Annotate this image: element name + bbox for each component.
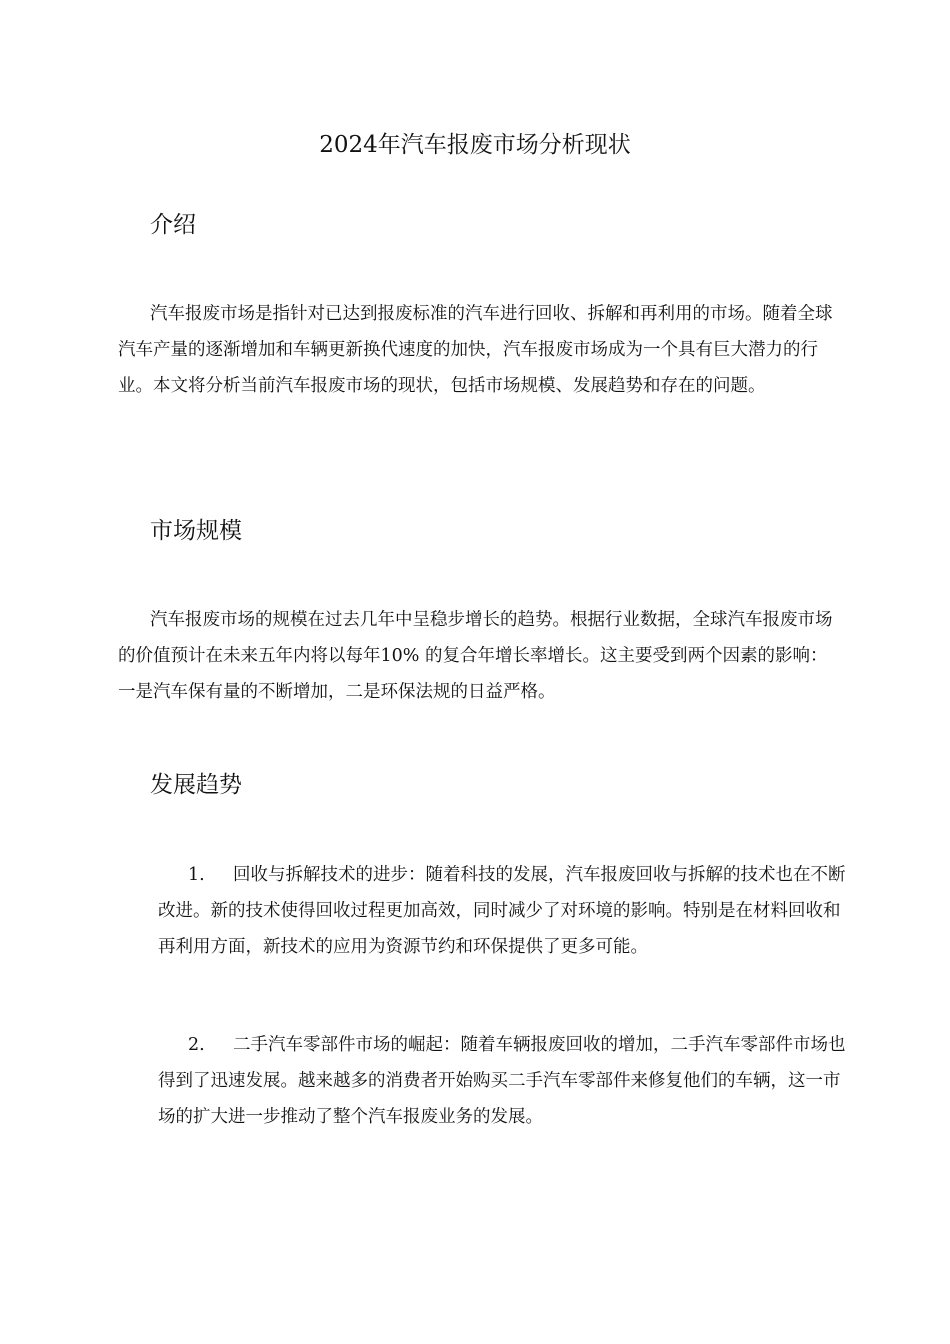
section-heading-intro: 介绍	[150, 212, 196, 238]
section-heading-market-size: 市场规模	[150, 518, 242, 544]
list-item-number: 1.	[188, 865, 205, 885]
section-paragraph-intro: 汽车报废市场是指针对已达到报废标准的汽车进行回收、拆解和再利用的市场。随着全球汽车产量的逐渐增加和车辆更新换代速度的加快，汽车报废市场成为一个具有巨大潜力的行业。本文将分析当前汽车报废市场的现状，包括市场规模、发展趋势和存在的问题。	[118, 304, 833, 396]
list-item-text: 二手汽车零部件市场的崛起：随着车辆报废回收的增加，二手汽车零部件市场也得到了迅速发展。越来越多的消费者开始购买二手汽车零部件来修复他们的车辆，这一市场的扩大进一步推动了整个汽车报废业务的发展。	[158, 1035, 846, 1127]
section-paragraph-market-size: 汽车报废市场的规模在过去几年中呈稳步增长的趋势。根据行业数据，全球汽车报废市场的价值预计在未来五年内将以每年10% 的复合年增长率增长。这主要受到两个因素的影响：一是汽车保有量的不断增加，二是环保法规的日益严格。	[118, 610, 833, 702]
section-heading-trends: 发展趋势	[150, 772, 242, 798]
document-title: 2024年汽车报废市场分析现状	[319, 132, 631, 158]
list-item-text: 回收与拆解技术的进步：随着科技的发展，汽车报废回收与拆解的技术也在不断改进。新的技术使得回收过程更加高效，同时减少了对环境的影响。特别是在材料回收和再利用方面，新技术的应用为资源节约和环保提供了更多可能。	[158, 865, 846, 957]
list-item-number: 2.	[188, 1035, 205, 1055]
list-item-2	[158, 1027, 848, 1135]
list-item-1	[158, 857, 848, 965]
